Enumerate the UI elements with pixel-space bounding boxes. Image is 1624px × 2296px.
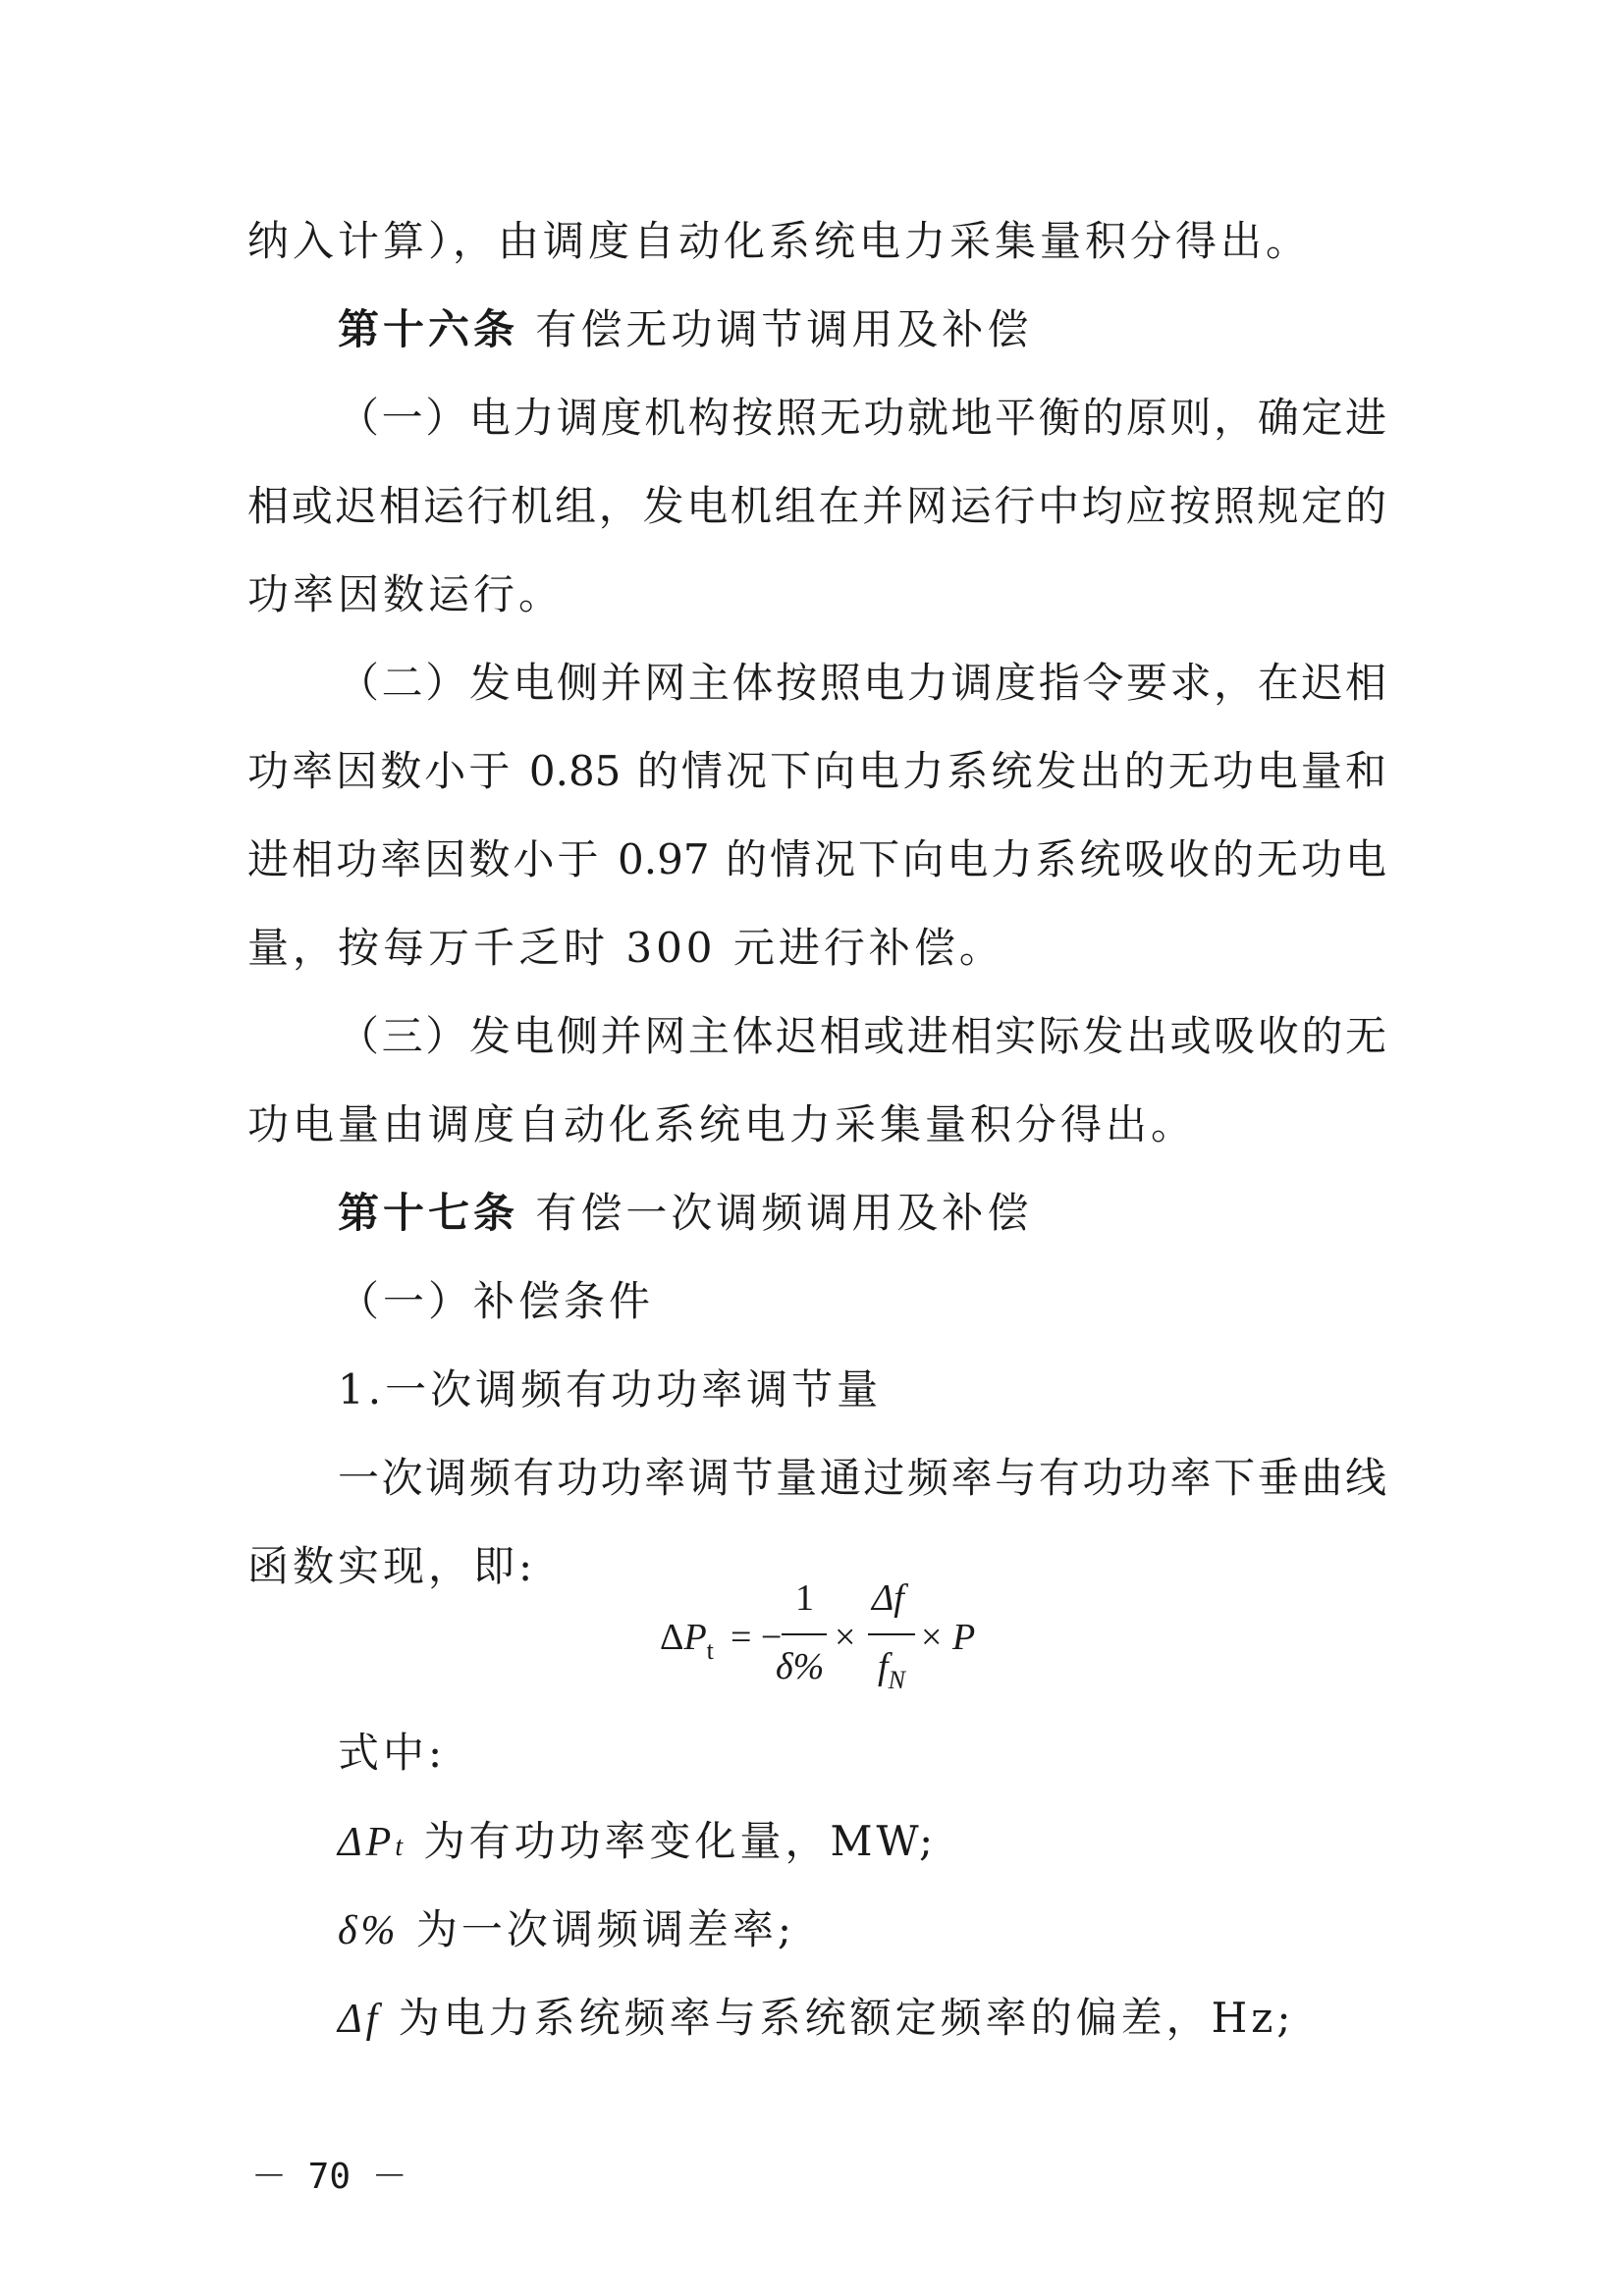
paragraph-line: 函数实现，即: bbox=[247, 1542, 537, 1590]
paragraph-line: （一）电力调度机构按照无功就地平衡的原则，确定进 bbox=[338, 394, 1386, 442]
paragraph-line: 一次调频有功功率调节量通过频率与有功功率下垂曲线 bbox=[338, 1454, 1386, 1502]
fraction-bar bbox=[868, 1633, 915, 1635]
paragraph-line: 式中: bbox=[338, 1729, 447, 1777]
definition-symbol: Δf bbox=[338, 1997, 382, 2042]
paragraph-line: 功电量由调度自动化系统电力采集量积分得出。 bbox=[247, 1100, 1197, 1148]
article-16-title: 有偿无功调节调用及补偿 bbox=[535, 305, 1033, 353]
formula-fraction1-denominator: δ% bbox=[776, 1646, 825, 1687]
fraction-bar bbox=[782, 1633, 827, 1635]
formula-equals-minus: = − bbox=[731, 1617, 783, 1658]
definition-text: 为一次调频调差率; bbox=[399, 1905, 796, 1953]
article-17-title: 有偿一次调频调用及补偿 bbox=[535, 1189, 1033, 1237]
definition-symbol: ΔP bbox=[338, 1820, 396, 1865]
definition-line bbox=[338, 1989, 1477, 2049]
paragraph-line: （二）发电侧并网主体按照电力调度指令要求，在迟相 bbox=[338, 659, 1386, 707]
article-16-heading bbox=[338, 300, 1477, 359]
formula-lhs: $\Delta P_t$ bbox=[660, 1617, 714, 1665]
paragraph-line: 相或迟相运行机组，发电机组在并网运行中均应按照规定的 bbox=[247, 482, 1386, 530]
formula-fraction2-denominator: $f_N$ bbox=[878, 1646, 905, 1694]
article-17-heading bbox=[338, 1184, 1477, 1243]
definition-text: 为电力系统频率与系统额定频率的偏差，Hz; bbox=[381, 1994, 1295, 2042]
paragraph-line: 进相功率因数小于 0.97 的情况下向电力系统吸收的无功电 bbox=[247, 835, 1386, 883]
article-17-number: 第十七条 bbox=[338, 1189, 519, 1237]
formula-fraction2-numerator: Δf bbox=[872, 1577, 904, 1619]
definition-line: ΔPt 为有功功率变化量，MW; bbox=[338, 1817, 938, 1865]
definition-text: 为有功功率变化量，MW; bbox=[406, 1817, 938, 1865]
formula-rhs-variable: P bbox=[952, 1617, 976, 1658]
formula-times: × bbox=[921, 1617, 943, 1658]
article-16-number: 第十六条 bbox=[338, 305, 519, 353]
paragraph-line: 纳入计算），由调度自动化系统电力采集量积分得出。 bbox=[247, 217, 1312, 265]
formula bbox=[660, 1576, 994, 1724]
definition-symbol: δ% bbox=[338, 1908, 400, 1953]
paragraph-line: 功率因数小于 0.85 的情况下向电力系统发出的无功电量和 bbox=[247, 747, 1386, 795]
paragraph-line: 功率因数运行。 bbox=[247, 570, 565, 618]
paragraph-line: （一）补偿条件 bbox=[338, 1277, 655, 1325]
paragraph-line: 量，按每万千乏时 300 元进行补偿。 bbox=[247, 924, 1004, 972]
paragraph-line: 1.一次调频有功功率调节量 bbox=[338, 1365, 883, 1414]
formula-times: × bbox=[835, 1617, 856, 1658]
definition-line bbox=[338, 1900, 1477, 1960]
page-number: － 70 － bbox=[251, 2157, 407, 2197]
paragraph-line: （三）发电侧并网主体迟相或进相实际发出或吸收的无 bbox=[338, 1012, 1386, 1060]
formula-fraction1-numerator: 1 bbox=[795, 1577, 814, 1619]
